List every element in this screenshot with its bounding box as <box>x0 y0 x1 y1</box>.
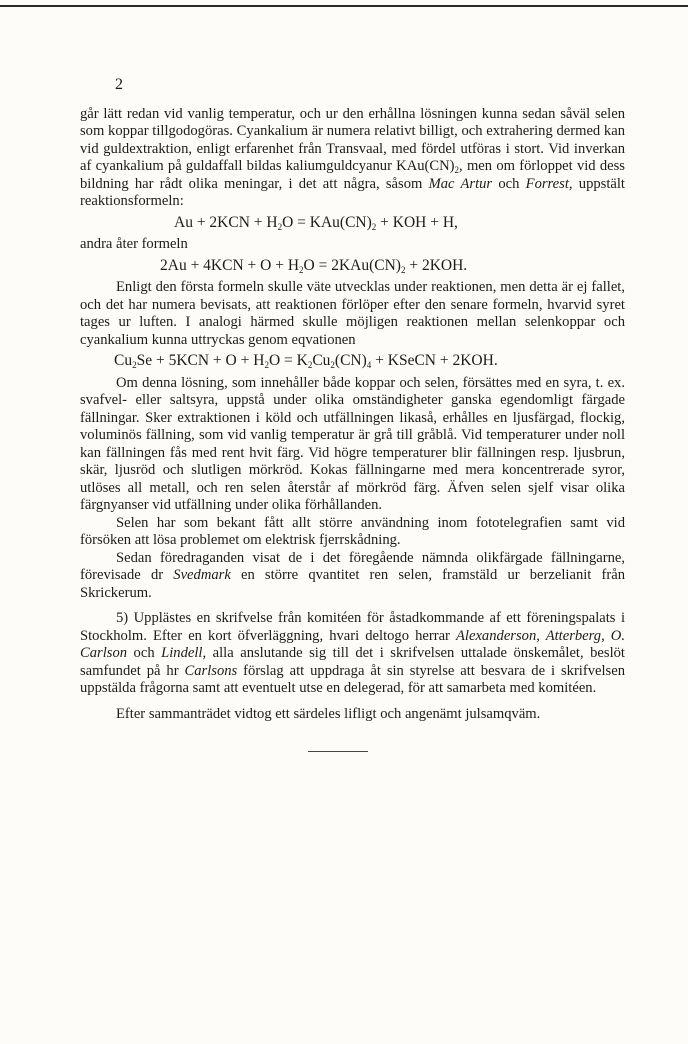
paragraph-fototelegrafi: Selen har som bekant fått allt större användning inom fototelegrafien samt vid försöken att lösa problemet om elektrisk fjerrskådning. <box>80 514 625 548</box>
person-name: Lindell, <box>161 645 207 661</box>
person-name: Carlsons <box>184 662 238 679</box>
text-andra: andra åter formeln <box>80 236 188 252</box>
author-name: Mac Artur <box>428 175 493 192</box>
person-names: Alexanderson, Atterberg, O. Carlson <box>80 627 625 661</box>
paragraph-fallningar: Om denna lösning, som innehåller både koppar och selen, försättes med en syra, t. ex. svafvel- eller saltsyra, uppstå under olika omständigheter ganska egendomligt färgade fällningar. Sker extraktionen i köld och utfällningen likaså, erhålles en ljusfärgad, flockig, voluminös fällning, som vid vanlig temperatur är grå till gråblå. Vid temperaturer under noll kan fällningen fås med rent hvit färg. Vid högre temperaturer blir fällningen resp. ljusbrun, skär, ljusröd och slutligen mörkröd. Kokas fällningarne med mera koncentrerade syror, utlöses all metall, och ren selen återstår af mörkröd färg. Äfven selen sjelf visar olika färgnyanser vid utfällning under olika förhållanden. <box>80 374 625 513</box>
equation-1: $Au + 2KCN + H_2O = KAu(CN)_2$ + KOH + H, <box>174 213 458 232</box>
author-name: Forrest, <box>525 175 573 192</box>
top-border-line <box>0 5 688 7</box>
page-number: 2 <box>115 76 123 93</box>
paragraph-cyankalium: går lätt redan vid vanlig temperatur, och ur den erhållna lösningen kunna sedan såväl selen som koppar tillgodogöras. Cyankalium är numera relativt billigt, och extrahering dermed kan vid guldextraktion, enligt erfarenhet från Transvaal, med fördel utföras i stort. Vid inverkan af cyankalium på guldaffall bildas kaliumguldcyanur $KAu(CN)_2$, men om förloppet vid dess bildning har rådt olika meningar, i det att några, såsom Mac Artur och Forrest, uppstält reaktionsformeln: <box>80 105 625 209</box>
paragraph-reaktion: Enligt den första formeln skulle väte utvecklas under reaktionen, men detta är ej fallet, och det har numera bevisats, att reaktionen förlöper efter den senare formeln, hvarvid syret tages ur luften. I analogi härmed skulle möjligen reaktionen mellan selenkoppar och cyankalium kunna uttryckas genom eqvationen <box>80 279 625 348</box>
closing-rule <box>308 751 368 752</box>
paragraph-svedmark: Sedan föredraganden visat de i det föregående nämnda olikfärgade fällningarne, förevisade dr Svedmark en större qvantitet ren selen, framstäld ur berzelianit från Skrickerum. <box>80 549 626 601</box>
paragraph-julsamqvam: Efter sammanträdet vidtog ett särdeles lifligt och angenämt julsamqväm. <box>116 705 541 722</box>
equation-3: $Cu_2Se + 5KCN + O + H_2O = K_2Cu_2(CN)_4$ + KSeCN + 2KOH. <box>114 352 498 370</box>
paragraph-item-5: 5) Upplästes en skrifvelse från komitéen för åstadkommande af ett föreningspalats i Stockholm. Efter en kort öfverläggning, hvari deltogo herrar Alexanderson, Atterberg, O. Carlson och Lindell, alla anslutande sig till det i skrifvelsen uttalade önskemålet, beslöt samfundet på hr Carlsons förslag att uppdraga åt sin styrelse att besvara de i skrifvelsen uppstälda frågorna samt att eventuelt utse en delegerad, för att samarbeta med komitéen. <box>80 610 626 696</box>
document-page <box>80 76 625 752</box>
equation-2: $2Au + 4KCN + O + H_2O = 2KAu(CN)_2 + 2KOH$. <box>160 256 468 275</box>
person-name: Svedmark <box>173 567 231 583</box>
